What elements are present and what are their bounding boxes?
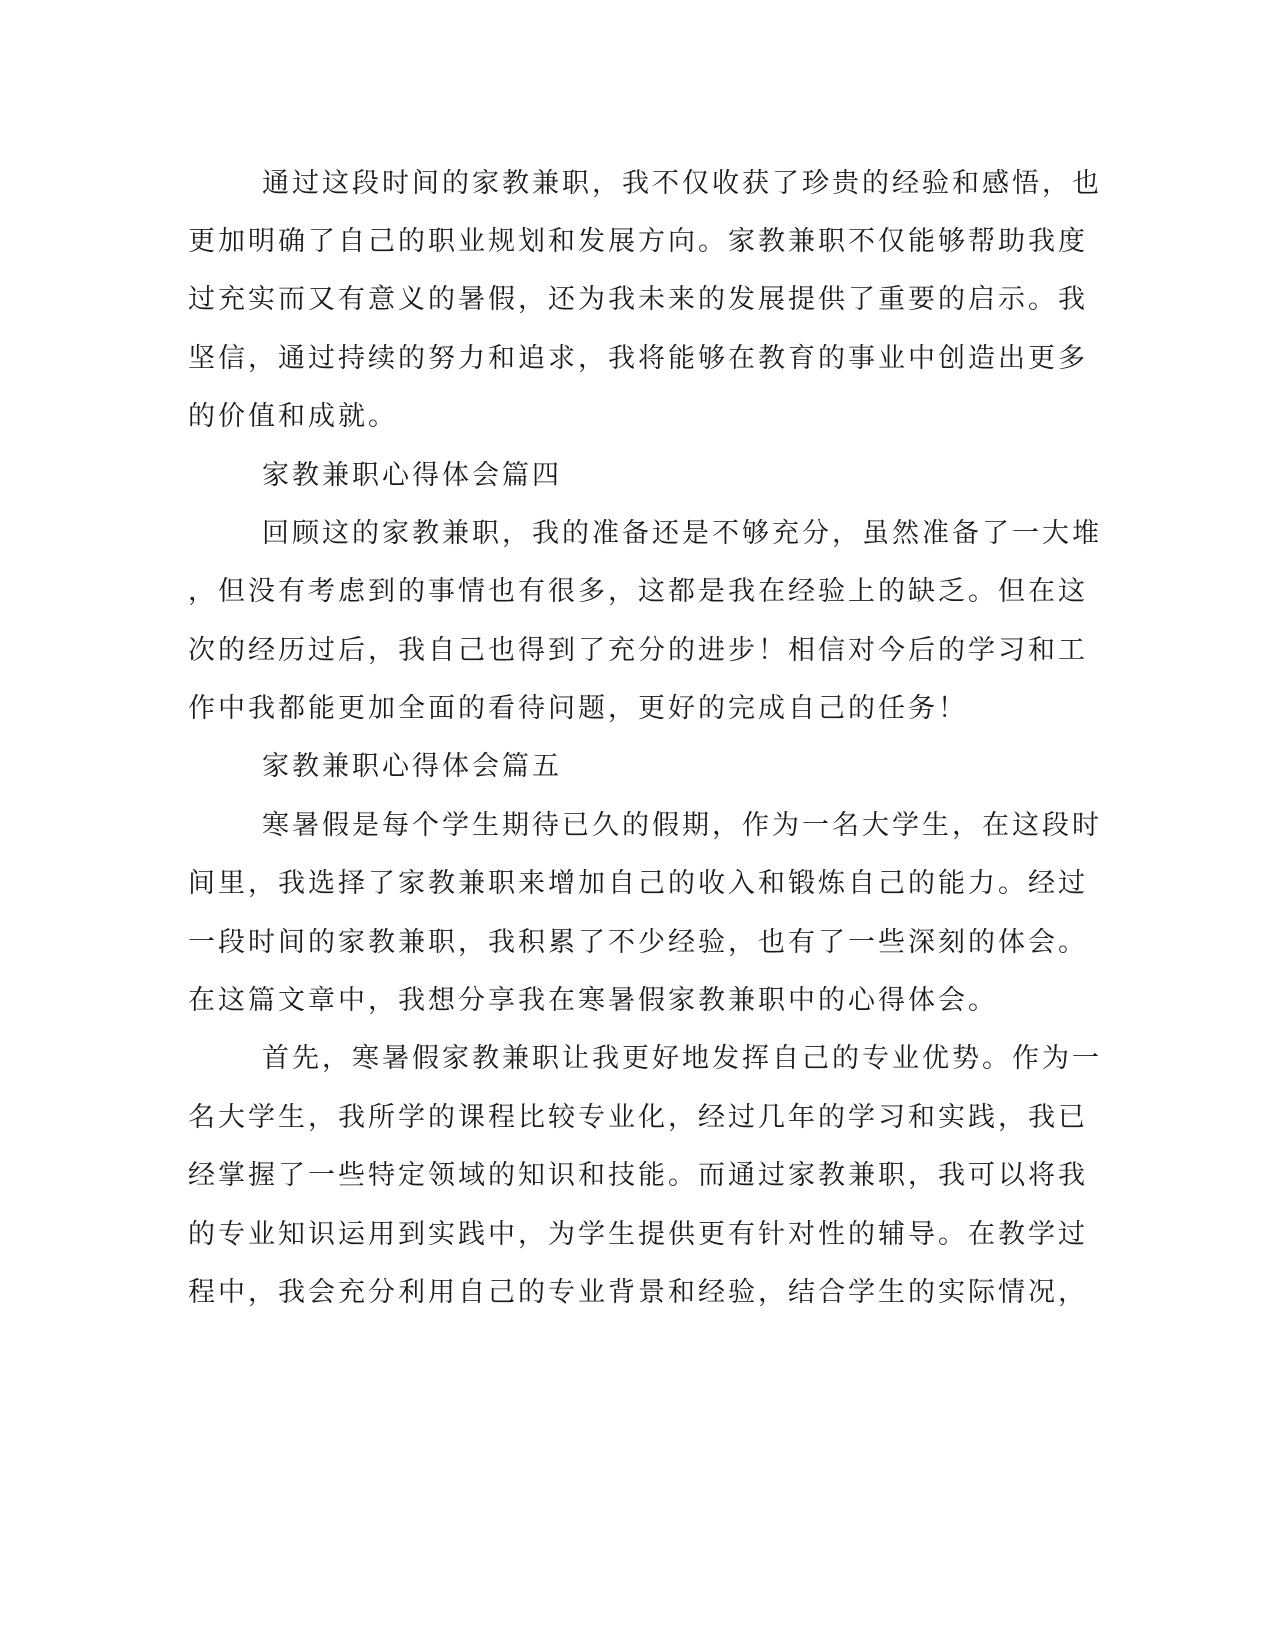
section-heading: 家教兼职心得体会篇四 [262, 460, 562, 491]
text-line: 名大学生，我所学的课程比较专业化，经过几年的学习和实践，我已 [188, 1102, 1088, 1133]
text-line: 过充实而又有意义的暑假，还为我未来的发展提供了重要的启示。我 [188, 284, 1088, 315]
text-line: 的价值和成就。 [188, 401, 398, 432]
text-line: 寒暑假是每个学生期待已久的假期，作为一名大学生，在这段时 [262, 810, 1102, 841]
text-line: 首先，寒暑假家教兼职让我更好地发挥自己的专业优势。作为一 [262, 1043, 1102, 1074]
text-line: 程中，我会充分利用自己的专业背景和经验，结合学生的实际情况， [188, 1277, 1088, 1308]
text-line: 的专业知识运用到实践中，为学生提供更有针对性的辅导。在教学过 [188, 1219, 1088, 1250]
text-line: 在这篇文章中，我想分享我在寒暑假家教兼职中的心得体会。 [188, 985, 998, 1016]
text-line: 经掌握了一些特定领域的知识和技能。而通过家教兼职，我可以将我 [188, 1160, 1088, 1191]
text-line: 作中我都能更加全面的看待问题，更好的完成自己的任务！ [188, 693, 968, 724]
section-heading: 家教兼职心得体会篇五 [262, 751, 562, 782]
text-line: 间里，我选择了家教兼职来增加自己的收入和锻炼自己的能力。经过 [188, 868, 1088, 899]
text-line: 一段时间的家教兼职，我积累了不少经验，也有了一些深刻的体会。 [188, 927, 1088, 958]
text-line: ，但没有考虑到的事情也有很多，这都是我在经验上的缺乏。但在这 [188, 576, 1088, 607]
text-line: 坚信，通过持续的努力和追求，我将能够在教育的事业中创造出更多 [188, 343, 1088, 374]
text-line: 回顾这的家教兼职，我的准备还是不够充分，虽然准备了一大堆 [262, 518, 1102, 549]
text-line: 次的经历过后，我自己也得到了充分的进步！相信对今后的学习和工 [188, 635, 1088, 666]
text-line: 通过这段时间的家教兼职，我不仅收获了珍贵的经验和感悟，也 [262, 168, 1102, 199]
text-line: 更加明确了自己的职业规划和发展方向。家教兼职不仅能够帮助我度 [188, 226, 1088, 257]
